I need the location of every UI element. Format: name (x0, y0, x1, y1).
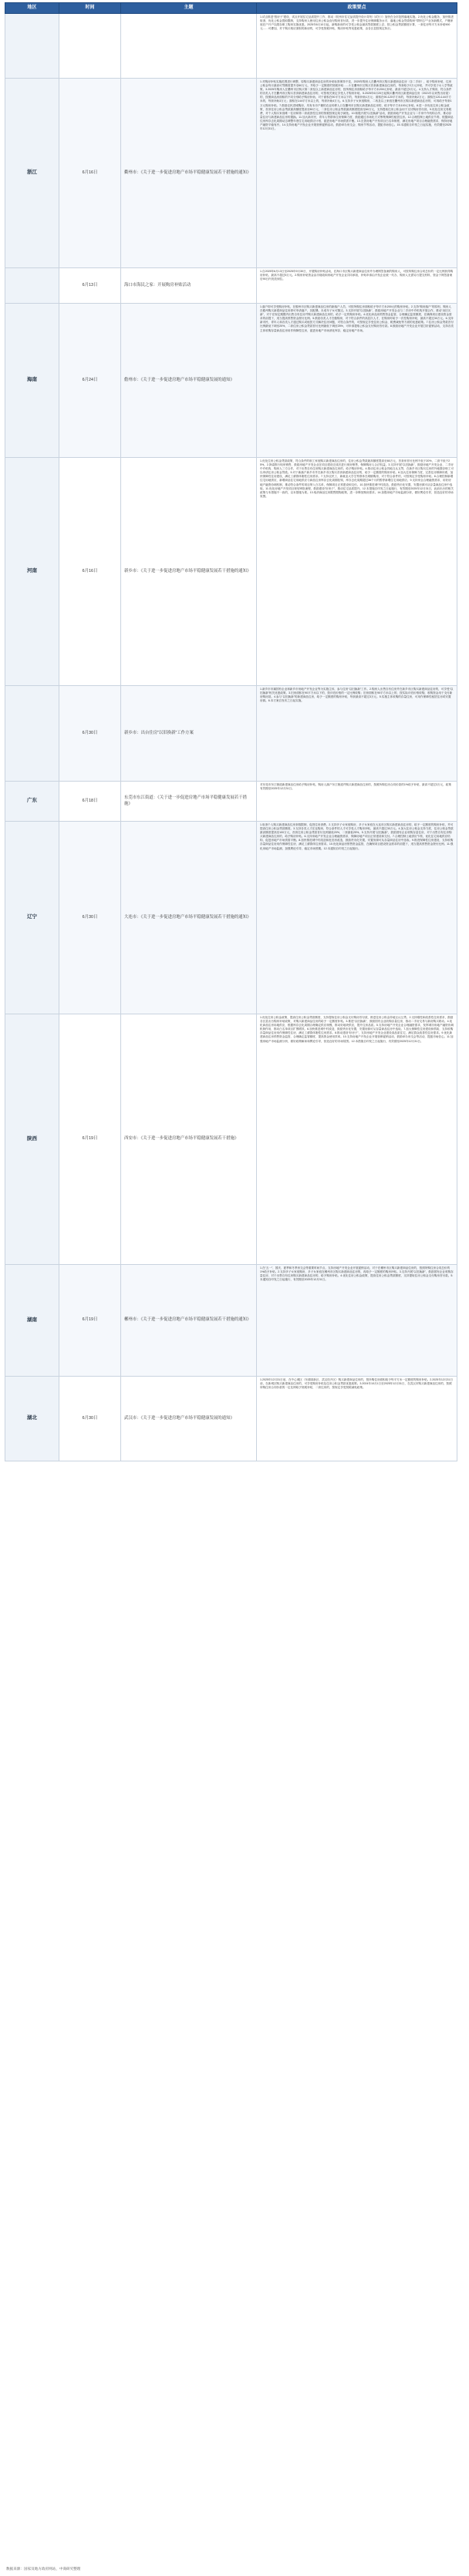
theme-cell: 衢州市：《关于进一步促进房地产市场平稳健康发展若干措施的通知》 (121, 79, 257, 268)
points-text: 1.对购房补贴实施范围进行调整，原购买新建商品住房的补贴标准保持不变，2025年购房人在衢州市区购买新建商品住房（含二手房），给予购房补贴，住房公积金每月最高可贷额度提升至60万元，并给予一定额度的契税补贴……2.在衢州市区购买首套新建商品住房的，每套给予2万元补贴，并可享受子女入学等政策。3.2025年购房人在衢州市区购买第二套及以上新建商品住房的，按所购住房面积给予每平方米200元补贴，最高不超过3万元。4.支持人才购房，符合条件的各类人才在衢州市区购买首套新建商品住房的，可按相关规定享受人才购房补贴。5.2025年6月20日起购买衢州市区新建商品住房（2021年以来售出房屋）的，按照商品房面积的不同分别给予购房补助，对于面积在90平方米以下的，每套补助1万元；面积在90-120平方米的，每套补助2万元；面积在120-144平方米的，每套补助3万元；面积在144平方米以上的，每套补助4万元。6.支持多子女家庭购房，二孩及以上家庭在衢州市区购买新建商品住房的，可再给予每套1万元购房补贴。7.鼓励农民进城购房，具有本市户籍的农业转移人口在衢州市区购买新建商品住房的，给予每平方米100元补贴。8.进一步优化住房公积金政策，首套住房公积金贷款最高额度提高至80万元，二套住房公积金贷款最高额度提高至60万元，支持提取住房公积金用于支付购房首付款。9.优化住房交易税费，对个人购买家庭唯一住房和第二套改善性住房的契税按规定给予减免。10.积极开展“以旧换新”活动，鼓励房地产开发企业与二手房中介机构合作，推动存量住房与新建商品住房的置换。11.加大新市民、青年人等群体住房保障力度，鼓励通过市场化方式筹集保障性租赁住房。12.合理控制土地供应节奏，根据商品住房库存去化周期动态调整年度住宅用地供应计划，促进房地产市场供需平衡。13.完善房地产开发项目白名单制度，满足房地产项目合理融资需求，保持房地产融资平稳有序。14.支持房地产开发企业开展营销促销活动，鼓励举办房交会、购房节等活动，提振市场信心。15.本通知自印发之日起实施，有效期至2025年12月31日。 (260, 80, 454, 131)
theme-cell: 海口市海民之家：开展购房补贴活动 (121, 268, 257, 304)
table-row (5, 686, 457, 782)
table-row (5, 458, 457, 686)
table-row (5, 822, 457, 1014)
theme-cell (121, 14, 257, 79)
region-cell: 陕西 (5, 1014, 59, 1265)
date-cell: 6月24日 (59, 304, 121, 458)
points-text: 1.优化住房公积金政策，提高住房公积金贷款额度，支持提取住房公积金支付购房首付款，推进住房公积金异地互认互贷。2.支持刚性和改善性住房需求，鼓励各区县出台购房补贴政策，对购买新建商品住房的给予一定额度补贴。3.推进“以旧换新”，鼓励国有企业收购存量住房，推动二手房交易与新房购买联动。4.优化商品住房用地供应，根据库存去化周期合理确定供应规模，推动好地块供应，提升住房品质。5.支持房地产开发企业合理融资需求，发挥城市房地产融资协调机制作用，推动白名单项目扩围增效。6.加快推进城中村改造，鼓励货币化安置，安置房源可从存量商品住房中选取。7.加大保障性住房建设和供给，支持收购存量商品住房用作保障性住房，满足工薪群体刚性住房需求。8.推动建设“好房子”，支持房地产开发企业建设高品质住宅，满足群众改善性住房需求。9.优化新建商品住房预售资金监管，合理确定监管额度，提高资金使用效率。10.支持房地产开发企业开展营销促销活动，鼓励举办房交会等活动，提振市场信心。11.加强房地产市场监测分析，做好政策解读和舆论引导，营造良好的市场氛围。12.本措施自印发之日起施行，有效期至2025年12月31日。 (260, 1016, 454, 1043)
region-cell: 海南 (5, 304, 59, 458)
table-row (5, 79, 457, 268)
theme-cell: 郴州市：《关于进一步促进房地产市场平稳健康发展若干措施的通知》 (121, 1265, 257, 1377)
table-row (5, 14, 457, 79)
region-cell: 湖南 (5, 1265, 59, 1377)
date-cell: 6月16日 (59, 79, 121, 268)
points-cell (257, 686, 457, 782)
points-cell (257, 1014, 457, 1265)
theme-cell: 大连市：《关于进一步促进房地产市场平稳健康发展若干措施的通知》 (121, 822, 257, 1014)
table-row (5, 304, 457, 458)
table-row (5, 1265, 457, 1377)
date-cell: 6月30日 (59, 822, 121, 1014)
points-cell (257, 1265, 457, 1377)
points-text: 1.新乡市市属国有企业和新乡市房地产开发企业等为实施主体，参与住房“以旧换新”工作。2.购房人出售自有住房并在新乡市区购买新建商品住房的，可享受“以旧换新”相关优惠政策。3.旧房面积在90平方米以下的，按评估价格的一定比例收购；旧房面积在90平方米以上的，按实际评估价格收购，收购资金用于支付新房购房款。4.参与“以旧换新”的新建商品住房，给予一定额度的购房补贴，每套最高不超过3万元。5.实施主体收购的存量住房，可用作保障性租赁住房或安置房源。6.本方案自发布之日起实施。 (260, 688, 454, 703)
points-text: 1.试点推进“按房子”建设，试点开展住宅品质提升工作，推动《杭州市住宅品质提升设计导则（试行）》加快在全市范围落地实施。2.优化公积金服务，加快推进取消、优化公积金提取限制，支持购房人使用住房公积金直付购房首付款，进一步提升住房保障服务水平，落地公积金贷款购房“带押过户”业务新模式，户籍家庭在户开户以缴存职工购房实施优惠。2025年6月10日起，新购新房的可享受公积金最高贷款额度上浮，按公积金贷款额度计算，一套住房每平方米补贴900元……可叠加，对于购买相应面积的新房的，可享受契税补贴、购房补贴等优惠政策，由各区县按规定执行。 (260, 15, 454, 31)
theme-cell: 武汉市：《关于进一步促进房地产市场平稳健康发展的通知》 (121, 1377, 257, 1461)
date-cell: 6月30日 (59, 1377, 121, 1461)
region-cell (5, 686, 59, 782)
source-note: 数据来源：国家及地方政府网站，中商研究整理 (6, 2567, 81, 2571)
points-text: 1.取消个人购买新建商品住房套数限制，促进住房消费。2.支持多子女家庭购房，多子女家庭在大连市区购买新建商品住房的，给予一定额度的购房补贴，并可提高住房公积金贷款额度。3.支持各类人才在连购房，符合条件的人才可享受人才购房补贴，最高不超过30万元。4.加大住房公积金支持力度，住房公积金贷款最高额度提高至100万元，首套住房公积金贷款首付比例最低20%，二套最低25%。5.支持开展“以旧换新”，鼓励国有企业收购存量住房，对于出售自有住房购买新建商品住房的，给予购房补贴。6.支持房地产开发企业合理融资需求，保障房地产项目正常建设和交付。7.合理控制土地供应节奏，优化住宅用地供应结构，促进房地产市场供需平衡。8.加快推进城中村改造和危旧房改造，鼓励货币化安置，安置房源可从存量商品住房中选取。9.推进保障性住房建设，支持收购存量商品住房用作保障性住房，满足工薪群体住房需求。10.优化商品房预售资金监管，在确保项目建设资金需求的前提下，适当提高预售资金拨付比例。11.强化房地产市场监测，加强舆论引导，稳定市场预期。12.本通知自印发之日起施行。 (260, 823, 454, 850)
date-cell: 6月19日 (59, 1014, 121, 1265)
header-region: 地区 (5, 3, 59, 14)
region-cell: 辽宁 (5, 822, 59, 1014)
points-text: 1.自2025年6月13日至2025年9月30日，开展购房补贴活动，在海口市区购买新建商品住房并办理网签备案的购房人，可按所购住房合同总价的一定比例获得购房补贴，最高不超过5万元。2.购房补贴资金由市财政和房地产开发企业共同承担，补贴申请由开发企业统一代办，购房人无需另行提交材料，资金于网签备案后90日内发放到位。 (260, 270, 454, 281)
policy-table (5, 2, 457, 1461)
date-cell: 6月19日 (59, 1265, 121, 1377)
table-row (5, 1014, 457, 1265)
header-points: 政策要点 (257, 3, 457, 14)
date-cell: 6月18日 (59, 782, 121, 822)
theme-cell: 东莞市东江街道：《关于进一步促进房地产市场平稳健康发展若干措施》 (121, 782, 257, 822)
points-text: 1.落户即可享受购房补贴，在儋州市区购买新建商品住房的新落户人员，可按所购住房面积给予每平方米200元的购房补贴。2.支持“购房落户”的原则，购房人在儋州购买新建商品住房即可申请落户，其配偶、未成年子女可随迁。3.支持开展“以旧换新”，鼓励房地产开发企业与二手房中介机构开展合作，推动“卖旧买新”，对于在规定期限内出售自有住房并购买新建商品住房的，给予一定的购房补贴。4.优化商品房预售资金监管，合理确定监管额度，在确保项目建设资金需求的前提下，适当提高预售资金拨付比例。5.鼓励各类人才在儋购房，对于符合条件的高层次人才，在购房时给予一次性购房补贴，最高不超过30万元。6.支持新市民、青年人和各类人才通过购买或租赁方式解决住房问题，对符合条件的，可按规定享受住房公积金、税费减免等方面的优惠政策。7.住房公积金贷款首付比例最低下调至20%，二套住房公积金贷款首付比例最低下调至25%，可申请提取公积金支付购房首付款。8.鼓励房地产开发企业开展打折促销活动，支持各类主体收购存量商品住房用作保障性住房，促进房地产市场消化库存，稳定房地产市场。 (260, 305, 454, 332)
date-cell: 6月13日 (59, 268, 121, 304)
theme-cell: 儋州市：《关于进一步促进房地产市场平稳健康发展的通知》 (121, 304, 257, 458)
region-cell: 广东 (5, 782, 59, 822)
points-text: 1.优化住房公积金贷款政策，符合条件的职工家庭购买新建商品住房的，住房公积金贷款最高额度提高至80万元，首套房首付比例不低于20%，二套不低于25%。2.探索推行现房销售，鼓励房地产开发企业在项目建设完成后进行现房销售，保障购房人合法权益。3.支持开展“以旧换新”，鼓励房地产开发企业、二手房中介机构、购房人三方合作，对于出售自有住房购买新建商品住房的，给予购房补贴。4.推动住房公积金异地互认互贷，在新乡市区购买住房的外地缴存职工可以申请住房公积金贷款。5.对于新落户新乡市并在新乡市区购买首套新建商品住房的，给予一定额度的购房补贴。6.加大住房保障力度，完善住房保障体系，加快保障性住房建设，满足工薪群体刚性住房需求。7.支持农民工、新就业大学生等群体在城镇购房，对于符合条件的，可按规定享受购房补贴。8.合理控制新增住宅用地供应，新增商品住宅用地供应与商品住房库存去化周期挂钩，库存去化周期超过36个月的暂停新增住宅用地供应。9.支持房企合理融资需求，用好房地产融资协调机制，推动符合条件的项目纳入白名单，保障项目正常建设和交付。10.加快推进城中村改造，鼓励货币化安置，安置房源可从存量商品住房中选取。11.优化房地产开发项目规划审批流程，鼓励建设“好房子”，推动住宅品质提升。12.本措施自印发之日起施行，有效期至2025年12月31日，此前出台的相关政策与本措施不一致的，以本措施为准。13.取消商品住房限售限购政策，进一步释放购房需求。14.加强房地产市场监测分析，做好舆论引导，营造良好的市场氛围。 (260, 459, 454, 498)
points-cell (257, 822, 457, 1014)
region-cell: 浙江 (5, 79, 59, 268)
points-text: 1.2025年12月31日前，在中心城区（东湖高新区、武汉经开区）购买新建商品住房的，按所购住房面积给予每平方米一定额度的购房补贴。2.2025年12月31日前，在新城区购买新建商品住房的，可享受购房补贴及住房公积金贷款优惠政策。3.2024年10月1日至2025年12月31日，在武汉市购买新建商品住房的，按照所购住房合同价款的一定比例给予契税补贴，二套住房的，按规定享受契税减免政策。 (260, 1378, 454, 1390)
points-text: 对东莞市东江街道新建商品住房给予购房补贴，购房人落户东江街道并购买新建商品住房的，按照所购住房合同价款的1%给予补贴，最高不超过3万元，政策有效期至2025年12月31日。 (260, 783, 451, 791)
region-cell (5, 268, 59, 304)
date-cell: 6月16日 (59, 458, 121, 686)
points-cell (257, 304, 457, 458)
table-row (5, 782, 457, 822)
theme-cell: 新乡市：出台住房“以旧换新”工作方案 (121, 686, 257, 782)
date-cell (59, 14, 121, 79)
points-text: 1.在“五一”、国庆、夏季和冬季房交会等重要时间节点，支持房地产开发企业开展促销活动，对于在郴州市区购买新建商品住房的，按照所购住房合同总价的1%给予补贴。2.支持多子女家庭购房，多子女家庭在郴州市区购买新建商品住房的，再给予一定额度的购房补贴。3.支持开展“以旧换新”，鼓励国有企业收购存量住房，对于出售自有住房购买新建商品住房的，给予购房补贴。4.优化住房公积金政策，提高住房公积金贷款额度，支持提取住房公积金支付购房首付款。5.本通知自印发之日起施行，有效期至2025年12月31日。 (260, 1266, 454, 1282)
points-cell (257, 79, 457, 268)
points-cell (257, 458, 457, 686)
points-cell (257, 268, 457, 304)
theme-cell: 西安市：《关于进一步促进房地产市场平稳健康发展若干措施》 (121, 1014, 257, 1265)
region-cell: 湖北 (5, 1377, 59, 1461)
points-cell (257, 1377, 457, 1461)
table-header-row (5, 3, 457, 14)
region-cell (5, 14, 59, 79)
date-cell: 6月30日 (59, 686, 121, 782)
points-cell (257, 14, 457, 79)
points-cell (257, 782, 457, 822)
theme-cell: 新乡市：《关于进一步促进房地产市场平稳健康发展若干措施的通知》 (121, 458, 257, 686)
table-row (5, 1377, 457, 1461)
region-cell: 河南 (5, 458, 59, 686)
header-theme: 主题 (121, 3, 257, 14)
table-row (5, 268, 457, 304)
header-date: 时间 (59, 3, 121, 14)
